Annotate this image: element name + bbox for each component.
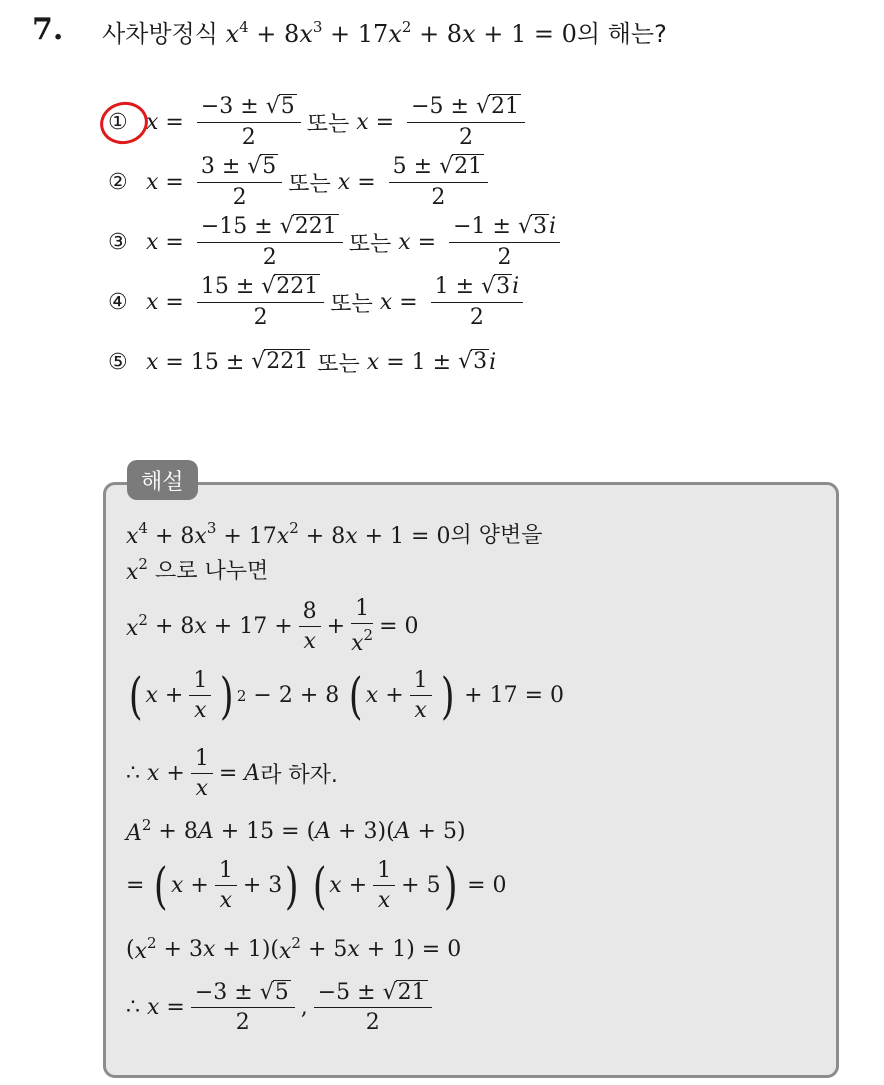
solution-line-6: $A^2$ + 8 A + 15 = ( A + 3)( A + 5) — [126, 816, 466, 846]
choice-2[interactable]: ② x = 3 ± √ 5 2 또는 x = 5 ± √ 21 2 — [108, 154, 494, 210]
or-word: 또는 — [306, 111, 350, 137]
choice-4-mark: ④ — [108, 289, 128, 315]
choice-3[interactable]: ③ x = −15 ± √ 221 2 또는 x = −1 ± √ 3 i 2 — [108, 214, 566, 270]
solution-line-4: ( x + $\frac{1}{x}$ ) 2 − 2 + 8 ( x + $\frac{1}{x}$ ) + 17 = 0 — [128, 666, 564, 725]
or-word: 또는 — [317, 351, 360, 377]
question-suffix: 의 해는? — [576, 20, 667, 48]
choice-1[interactable]: ① x = −3 ± √ 5 2 또는 x = −5 ± √ 21 2 — [108, 94, 531, 150]
or-word: 또는 — [288, 171, 331, 197]
choice-1-mark: ① — [108, 110, 146, 135]
solution-tag: 해설 — [127, 460, 198, 500]
or-word: 또는 — [330, 291, 373, 317]
choice-3-mark: ③ — [108, 229, 128, 255]
question-prefix: 사차방정식 — [102, 20, 218, 48]
solution-line-8: ( $x^2$ + 3 x + 1)( $x^2$ + 5 x + 1) = 0 — [126, 934, 462, 964]
question-equation: $x^4 + 8x^3 + 17x^2 + 8x + 1 = 0$ — [225, 18, 577, 48]
choice-4[interactable]: ④ x = 15 ± √ 221 2 또는 x = 1 ± √ 3 i 2 — [108, 274, 529, 330]
solution-line-3: $x^2$ + 8 x + 17 + $\frac{8}{x}$ + $\frac{1}{x^2}$ = 0 — [126, 596, 419, 656]
selected-circle-annotation — [96, 97, 152, 148]
choice-2-mark: ② — [108, 169, 128, 195]
solution-line-7: = ( x + $\frac{1}{x}$ + 3 ) ( x + $\frac{1}{x}$ + 5 ) = 0 — [126, 856, 507, 915]
or-word: 또는 — [348, 231, 392, 257]
solution-line-5: ∴ x + $\frac{1}{x}$ = A 라 하자. — [126, 746, 338, 801]
choice-5[interactable]: ⑤ x = 15 ± √ 221 또는 x = 1 ± √ 3 i — [108, 334, 496, 390]
solution-line-1: $x^4 + 8x^3 + 17x^2 + 8x + 1 = 0$ 의 양변을 — [126, 518, 543, 549]
choice-5-mark: ⑤ — [108, 349, 128, 375]
solution-line-9: ∴ x = −3 ± √ 5 2 , −5 ± √ 21 2 — [126, 980, 438, 1035]
question-number: 7. — [32, 12, 64, 47]
solution-line-2: $x^2$ 으로 나누면 — [126, 554, 269, 585]
question-text — [102, 14, 667, 49]
